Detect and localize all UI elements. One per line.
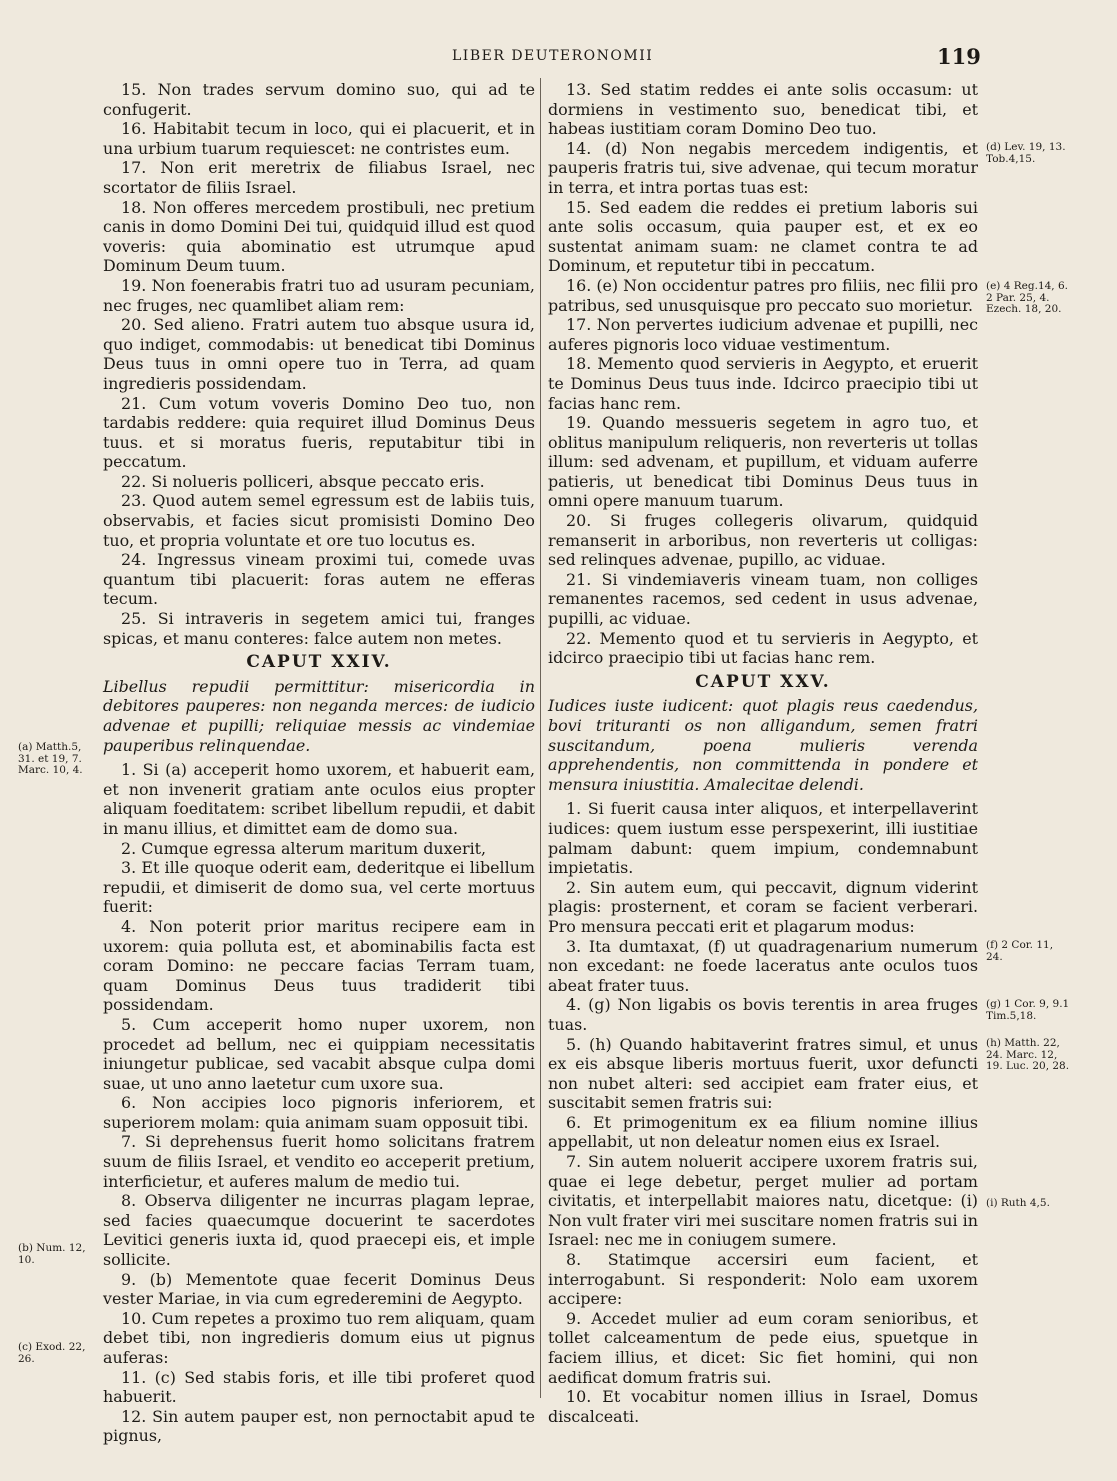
verse: 17. Non erit meretrix de filiabus Israel, nec scortator de filiis Israel.: [103, 158, 535, 197]
verse: 7. Sin autem noluerit accipere uxorem fratris sui, quae ei lege debetur, perget mulier ad portam civitatis, et interpellabit maiores natu, dicetque: (i) Non vult frater viri mei suscitare nomen fratris sui in Israel: nec me in coniugem sumere.: [548, 1152, 978, 1250]
verse: 23. Quod autem semel egressum est de labiis tuis, observabis, et facies sicut promisisti Domino Deo tuo, et propria voluntate et ore tuo locutus es.: [103, 491, 535, 550]
verse: 6. Et primogenitum ex ea filium nomine illius appellabit, ut non deleatur nomen eius ex Israel.: [548, 1112, 978, 1152]
verse: 16. (e) Non occidentur patres pro filiis, nec filii pro patribus, sed unusquisque pro peccato suo morietur.: [548, 275, 979, 315]
verse: 8. Statimque accersiri eum facient, et interrogabunt. Si responderit: Nolo eam uxorem accipere:: [548, 1250, 978, 1309]
margin-note-i: (i) Ruth 4,5.: [986, 1197, 1050, 1209]
verse: 19. Non foenerabis fratri tuo ad usuram pecuniam, nec fruges, nec quamlibet aliam rem:: [103, 275, 535, 315]
verse: 11. (c) Sed stabis foris, et ille tibi proferet quod habuerit.: [103, 1367, 535, 1407]
verse: 21. Cum votum voveris Domino Deo tuo, non tardabis reddere: quia requiret illud Dominus Deus tuus. et si moratus fueris, reputabitur tibi in peccatum.: [103, 393, 535, 472]
verse: 13. Sed statim reddes ei ante solis occasum: ut dormiens in vestimento suo, benedicat tibi, et habeas iustitiam coram Domino Deo tuo.: [548, 80, 978, 139]
chapter-heading: CAPUT XXIV.: [246, 652, 392, 673]
column-divider: [540, 78, 541, 1398]
margin-note-e: (e) 4 Reg.14, 6. 2 Par. 25, 4. Ezech. 18, 20.: [986, 280, 1068, 315]
margin-note-f: (f) 2 Cor. 11, 24.: [986, 939, 1054, 963]
verse: 18. Non offeres mercedem prostibuli, nec pretium canis in domo Domini Dei tui, quidquid illud est quod voveris: quia abominatio est utrumque apud Dominum Deum tuum.: [103, 197, 535, 276]
verse: 20. Sed alieno. Fratri autem tuo absque usura id, quo indiget, commodabis: ut benedicat tibi Dominus Deus tuus in omni opere tuo in Terra, ad quam ingredieris possidendam.: [103, 315, 535, 393]
verse: 17. Non pervertes iudicium advenae et pupilli, nec auferes pignoris loco viduae vestimentum.: [548, 315, 978, 354]
verse: 22. Si nolueris polliceri, absque peccato eris.: [121, 471, 485, 491]
margin-note-d: (d) Lev. 19, 13. Tob.4,15.: [986, 141, 1066, 165]
margin-note-a: (a) Matth.5, 31. et 19, 7. Marc. 10, 4.: [18, 741, 83, 776]
margin-note-c: (c) Exod. 22, 26.: [18, 1341, 86, 1365]
verse: 15. Sed eadem die reddes ei pretium laboris sui ante solis occasum, quia pauper est, et ex eo sustentat animam suam: ne clamet contra te ad Dominum, et reputetur tibi in peccatum.: [548, 197, 978, 276]
verse: 4. (g) Non ligabis os bovis terentis in area fruges tuas.: [548, 995, 978, 1034]
verse: 20. Si fruges collegeris olivarum, quidquid remanserit in arboribus, non reverteris ut colligas: sed relinques advenae, pupillo, ac viduae.: [548, 511, 978, 570]
verse: 10. Et vocabitur nomen illius in Israel, Domus discalceati.: [548, 1387, 978, 1426]
verse: 18. Memento quod servieris in Aegypto, et eruerit te Dominus Deus tuus inde. Idcirco praecipio tibi ut facias hanc rem.: [548, 354, 978, 413]
margin-note-h: (h) Matth. 22, 24. Marc. 12, 19. Luc. 20, 28.: [986, 1037, 1070, 1072]
verse: 1. Si fuerit causa inter aliquos, et interpellaverint iudices: quem iustum esse perspexerint, illi iustitiae palmam dabunt: quem impium, condemnabunt impietatis.: [548, 799, 978, 878]
verse: 3. Et ille quoque oderit eam, dederitque ei libellum repudii, et dimiserit de domo sua, vel certe mortuus fuerit:: [103, 858, 535, 917]
verse: 7. Si deprehensus fuerit homo solicitans fratrem suum de filiis Israel, et vendito eo acceperit pretium, interficietur, et auferes malum de medio tui.: [103, 1132, 535, 1191]
verse: 21. Si vindemiaveris vineam tuam, non colliges remanentes racemos, sed cedent in usus advenae, pupilli, ac viduae.: [548, 569, 978, 629]
margin-note-b: (b) Num. 12, 10.: [18, 1242, 86, 1266]
verse: 2. Cumque egressa alterum maritum duxerit,: [121, 838, 487, 858]
right-column: [548, 80, 978, 1426]
left-column: [103, 80, 535, 1446]
verse: 10. Cum repetes a proximo tuo rem aliquam, quam debet tibi, non ingredieris domum eius ut pignus auferas:: [103, 1308, 535, 1367]
chapter-summary: Libellus repudii permittitur: misericordia in debitores pauperes: non neganda merces: de iudicio advenae et pupilli; reliquiae messis ac vindemiae pauperibus relinquendae.: [103, 676, 535, 755]
verse: 22. Memento quod et tu servieris in Aegypto, et idcirco praecipio tibi ut facias hanc rem.: [548, 628, 978, 668]
verse: 12. Sin autem pauper est, non pernoctabit apud te pignus,: [103, 1406, 535, 1446]
verse: 8. Observa diligenter ne incurras plagam leprae, sed facies quaecumque docuerint te sacerdotes Levitici generis iuxta id, quod praecepi eis, et imple sollicite.: [103, 1191, 535, 1270]
verse: 16. Habitabit tecum in loco, qui ei placuerit, et in una urbium tuarum requiescet: ne contristes eum.: [103, 119, 535, 158]
verse: 3. Ita dumtaxat, (f) ut quadragenarium numerum non excedant: ne foede laceratus ante oculos tuos abeat frater tuus.: [548, 936, 978, 995]
verse: 19. Quando messueris segetem in agro tuo, et oblitus manipulum reliqueris, non reverteris ut tollas illum: sed advenam, et pupillum, et viduam auferre patieris, ut benedicat tibi Dominus Deus tuus in omni opere manuum tuarum.: [548, 413, 978, 511]
verse: 25. Si intraveris in segetem amici tui, franges spicas, et manu conteres: falce autem non metes.: [103, 609, 535, 648]
verse: 9. (b) Mementote quae fecerit Dominus Deus vester Mariae, in via cum egrederemini de Aegypto.: [103, 1269, 535, 1309]
verse: 14. (d) Non negabis mercedem indigentis, et pauperis fratris tui, sive advenae, qui tecum moratur in terra, et intra portas tuas est:: [548, 138, 978, 197]
page-number: 119: [937, 44, 981, 69]
verse: 6. Non accipies loco pignoris inferiorem, et superiorem molam: quia animam suam opposuit tibi.: [103, 1093, 535, 1132]
verse: 4. Non poterit prior maritus recipere eam in uxorem: quia polluta est, et abominabilis facta est coram Domino: ne peccare facias Terram tuam, quam Dominus Deus tuus tradiderit tibi possidendam.: [103, 916, 535, 1015]
verse: 24. Ingressus vineam proximi tui, comede uvas quantum tibi placuerit: foras autem ne efferas tecum.: [103, 550, 535, 609]
verse: 9. Accedet mulier ad eum coram senioribus, et tollet calceamentum de pede eius, spuetque in faciem illius, et dicet: Sic fiet homini, qui non aedificat domum fratris sui.: [548, 1308, 978, 1387]
page-header: [0, 44, 1117, 74]
verse: 5. (h) Quando habitaverint fratres simul, et unus ex eis absque liberis mortuus fuerit, uxor defuncti non nubet alteri: sed accipiet eam frater eius, et suscitabit semen fratris sui:: [548, 1034, 978, 1113]
running-title: LIBER DEUTERONOMII: [452, 48, 654, 64]
margin-note-g: (g) 1 Cor. 9, 9.1 Tim.5,18.: [986, 998, 1070, 1022]
verse: 5. Cum acceperit homo nuper uxorem, non procedet ad bellum, nec ei quippiam necessitatis iniungetur publicae, sed vacabit absque culpa domi suae, ut uno anno laetetur cum uxore sua.: [103, 1014, 535, 1093]
chapter-summary: Iudices iuste iudicent: quot plagis reus caedendus, bovi trituranti os non alligandum, semen fratri suscitandum, poena mulieris verenda apprehendentis, non committenda in pondere et mensura iniustitia. Amalecitae delendi.: [548, 696, 978, 794]
verse: 2. Sin autem eum, qui peccavit, dignum viderint plagis: prosternent, et coram se facient verberari. Pro mensura peccati erit et plagarum modus:: [548, 877, 978, 936]
chapter-heading: CAPUT XXV.: [695, 671, 831, 692]
verse: 1. Si (a) acceperit homo uxorem, et habuerit eam, et non invenerit gratiam ante oculos eius propter aliquam foeditatem: scribet libellum repudii, et dabit in manu illius, et dimittet eam de domo sua.: [103, 760, 535, 838]
verse: 15. Non trades servum domino suo, qui ad te confugerit.: [103, 80, 535, 119]
